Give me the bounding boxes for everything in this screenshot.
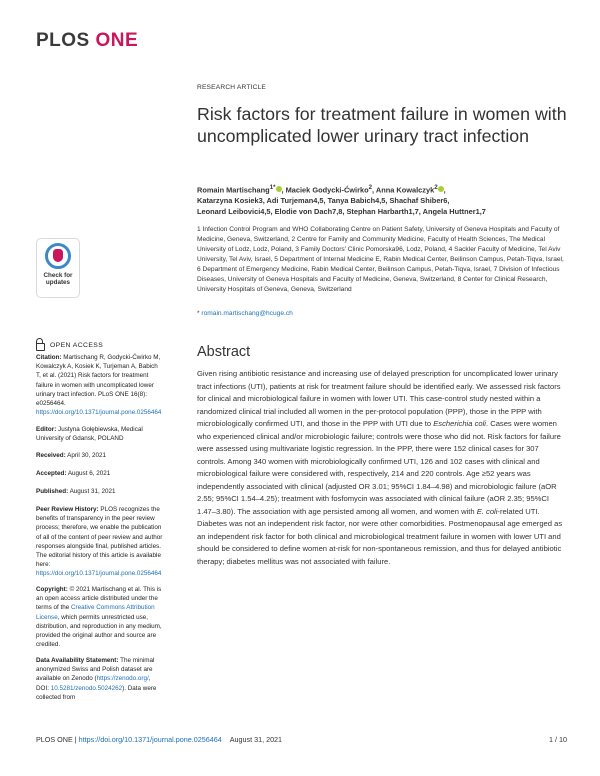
open-lock-icon: [36, 343, 45, 351]
abstract-heading: Abstract: [197, 344, 251, 360]
logo-one: ONE: [95, 30, 139, 51]
footer-doi-link[interactable]: https://doi.org/10.1371/journal.pone.0256464: [78, 735, 222, 744]
editor: Editor: Justyna Gołębiewska, Medical University of Gdansk, POLAND: [36, 426, 143, 443]
article-title: Risk factors for treatment failure in women with uncomplicated lower urinary tract infection: [197, 104, 567, 146]
corresponding-email[interactable]: * romain.martischang@hcuge.ch: [197, 310, 293, 317]
citation-doi-link[interactable]: https://doi.org/10.1371/journal.pone.0256464: [36, 409, 162, 417]
open-access-label: OPEN ACCESS: [36, 339, 103, 351]
peer-review-history: Peer Review History: PLOS recognizes the benefits of transparency in the peer review process; therefore, we enable the publication of all of the content of peer review and author responses alongside final, published articles. The editorial history of this article is available here: https://doi.org/10.1371/journal.pone.0256464: [36, 506, 163, 578]
zenodo-link[interactable]: https://zenodo.org/: [96, 675, 149, 683]
author-list: Romain Martischang$^{1*}$ , Maciek Godycki-Ćwirko$^2$, Anna Kowalczyk$^2$ , Katarzyna Kosiek3, Adi Turjeman4,5, Tanya Babich4,5, Shachaf Shiber6, Leonard Leibovici4,5, Elodie von Dach7,8, Stephan Harbarth1,7, Angela Huttner1,7: [197, 184, 486, 216]
logo-plos: PLOS: [36, 30, 90, 51]
license-link[interactable]: Creative Commons Attribution License: [36, 604, 155, 621]
accepted-date: Accepted: August 6, 2021: [36, 470, 111, 477]
published-date: Published: August 31, 2021: [36, 488, 116, 495]
abstract-text: Given rising antibiotic resistance and increasing use of delayed prescription for uncomplicated lower urinary tract infections (UTI), patients at risk for treatment failure should be identified early. We assessed risk factors for clinical and microbiological failure in women with lower UTI. This case-control study nested within a randomized clinical trial included all women in the per-protocol population (PPP), those in the PPP with microbiologically confirmed UTI, and those in the PPP with UTI due to Escherichia coli. Cases were women who experienced clinical and/or microbiologic failure; controls were those who did not. Risk factors for failure were assessed using multivariate logistic regression. In the PPP, there were 152 clinical cases for 307 controls. Among 340 women with microbiologically confirmed UTI, 126 and 102 cases with clinical and microbiological failure were considered with, respectively, 214 and 220 controls. Age ≥52 years was independently associated with clinical (adjusted OR 3.01; 95%CI 1.84–4.98) and microbiologic failure (aOR 2.55; 95%CI 1.54–4.25); treatment with fosfomycin was associated with clinical failure (aOR 2.35; 95%CI 1.47–3.80). The association with age persisted among all women, and women with E. coli-related UTI. Diabetes was not an independent risk factor, nor were other comorbidities. Postmenopausal age emerged as an independent risk factor for both clinical and microbiological treatment failure in women with lower UTI and should be considered to define women at-risk for non-spontaneous remission, and thus for delayed antibiotic therapy; diabetes mellitus was not associated with failure.: [197, 369, 563, 566]
zenodo-doi-link[interactable]: 10.5281/zenodo.5024262: [50, 684, 123, 692]
journal-logo: [36, 30, 138, 52]
article-type: RESEARCH ARTICLE: [197, 84, 267, 91]
badge-text: Check for updates: [43, 272, 73, 286]
received-date: Received: April 30, 2021: [36, 452, 107, 459]
peer-review-link[interactable]: https://doi.org/10.1371/journal.pone.0256464: [36, 570, 162, 578]
page-footer: PLOS ONE | https://doi.org/10.1371/journal.pone.0256464 August 31, 2021 1 / 10: [36, 735, 567, 744]
left-column: [36, 238, 168, 298]
page-number: 1 / 10: [549, 735, 567, 744]
data-availability: Data Availability Statement: The minimal anonymized Swiss and Polish dataset are available on Zenodo (https://zenodo.org/, DOI: 10.5281/zenodo.5024262). Data were collected from: [36, 657, 157, 701]
citation: Citation: Martischang R, Godycki-Ćwirko M, Kowalczyk A, Kosiek K, Turjeman A, Babich T, et al. (2021) Risk factors for treatment failure in women with uncomplicated lower urinary tract infection. PLoS ONE 16(8): e0256464. https://doi.org/10.1371/journal.pone.0256464: [36, 354, 162, 417]
copyright: Copyright: © 2021 Martischang et al. This is an open access article distributed under the terms of the Creative Commons Attribution License, which permits unrestricted use, distribution, and reproduction in any medium, provided the original author and source are credited.: [36, 586, 162, 649]
affiliations: 1 Infection Control Program and WHO Collaborating Centre on Patient Safety, University of Geneva Hospitals and Faculty of Medicine, Geneva, Switzerland, 2 Centre for Family and Community Medicine, Faculty of Health Sciences, The Medical University of Lodz, Lodz, Poland, 3 Family Doctors' Clinic Pomorska96, Lodz, Poland, 4 Sackler Faculty of Medicine, Tel Aviv University, Tel Aviv, Israel, 5 Department of Internal Medicine E, Rabin Medical Center, Beilinson Campus, Petah-Tiqva, Israel, 6 Department of Emergency Medicine, Rabin Medical Center, Beilinson Campus, Petah-Tiqva, Israel, 7 Division of Infectious Diseases, University of Geneva Hospitals and Faculty of Medicine, Geneva, Switzerland, 8 Center for Clinical Research, University Hospitals of Geneva, Geneva, Switzerland: [197, 226, 564, 293]
crossmark-icon: [45, 243, 71, 269]
check-for-updates-badge[interactable]: [36, 238, 80, 298]
